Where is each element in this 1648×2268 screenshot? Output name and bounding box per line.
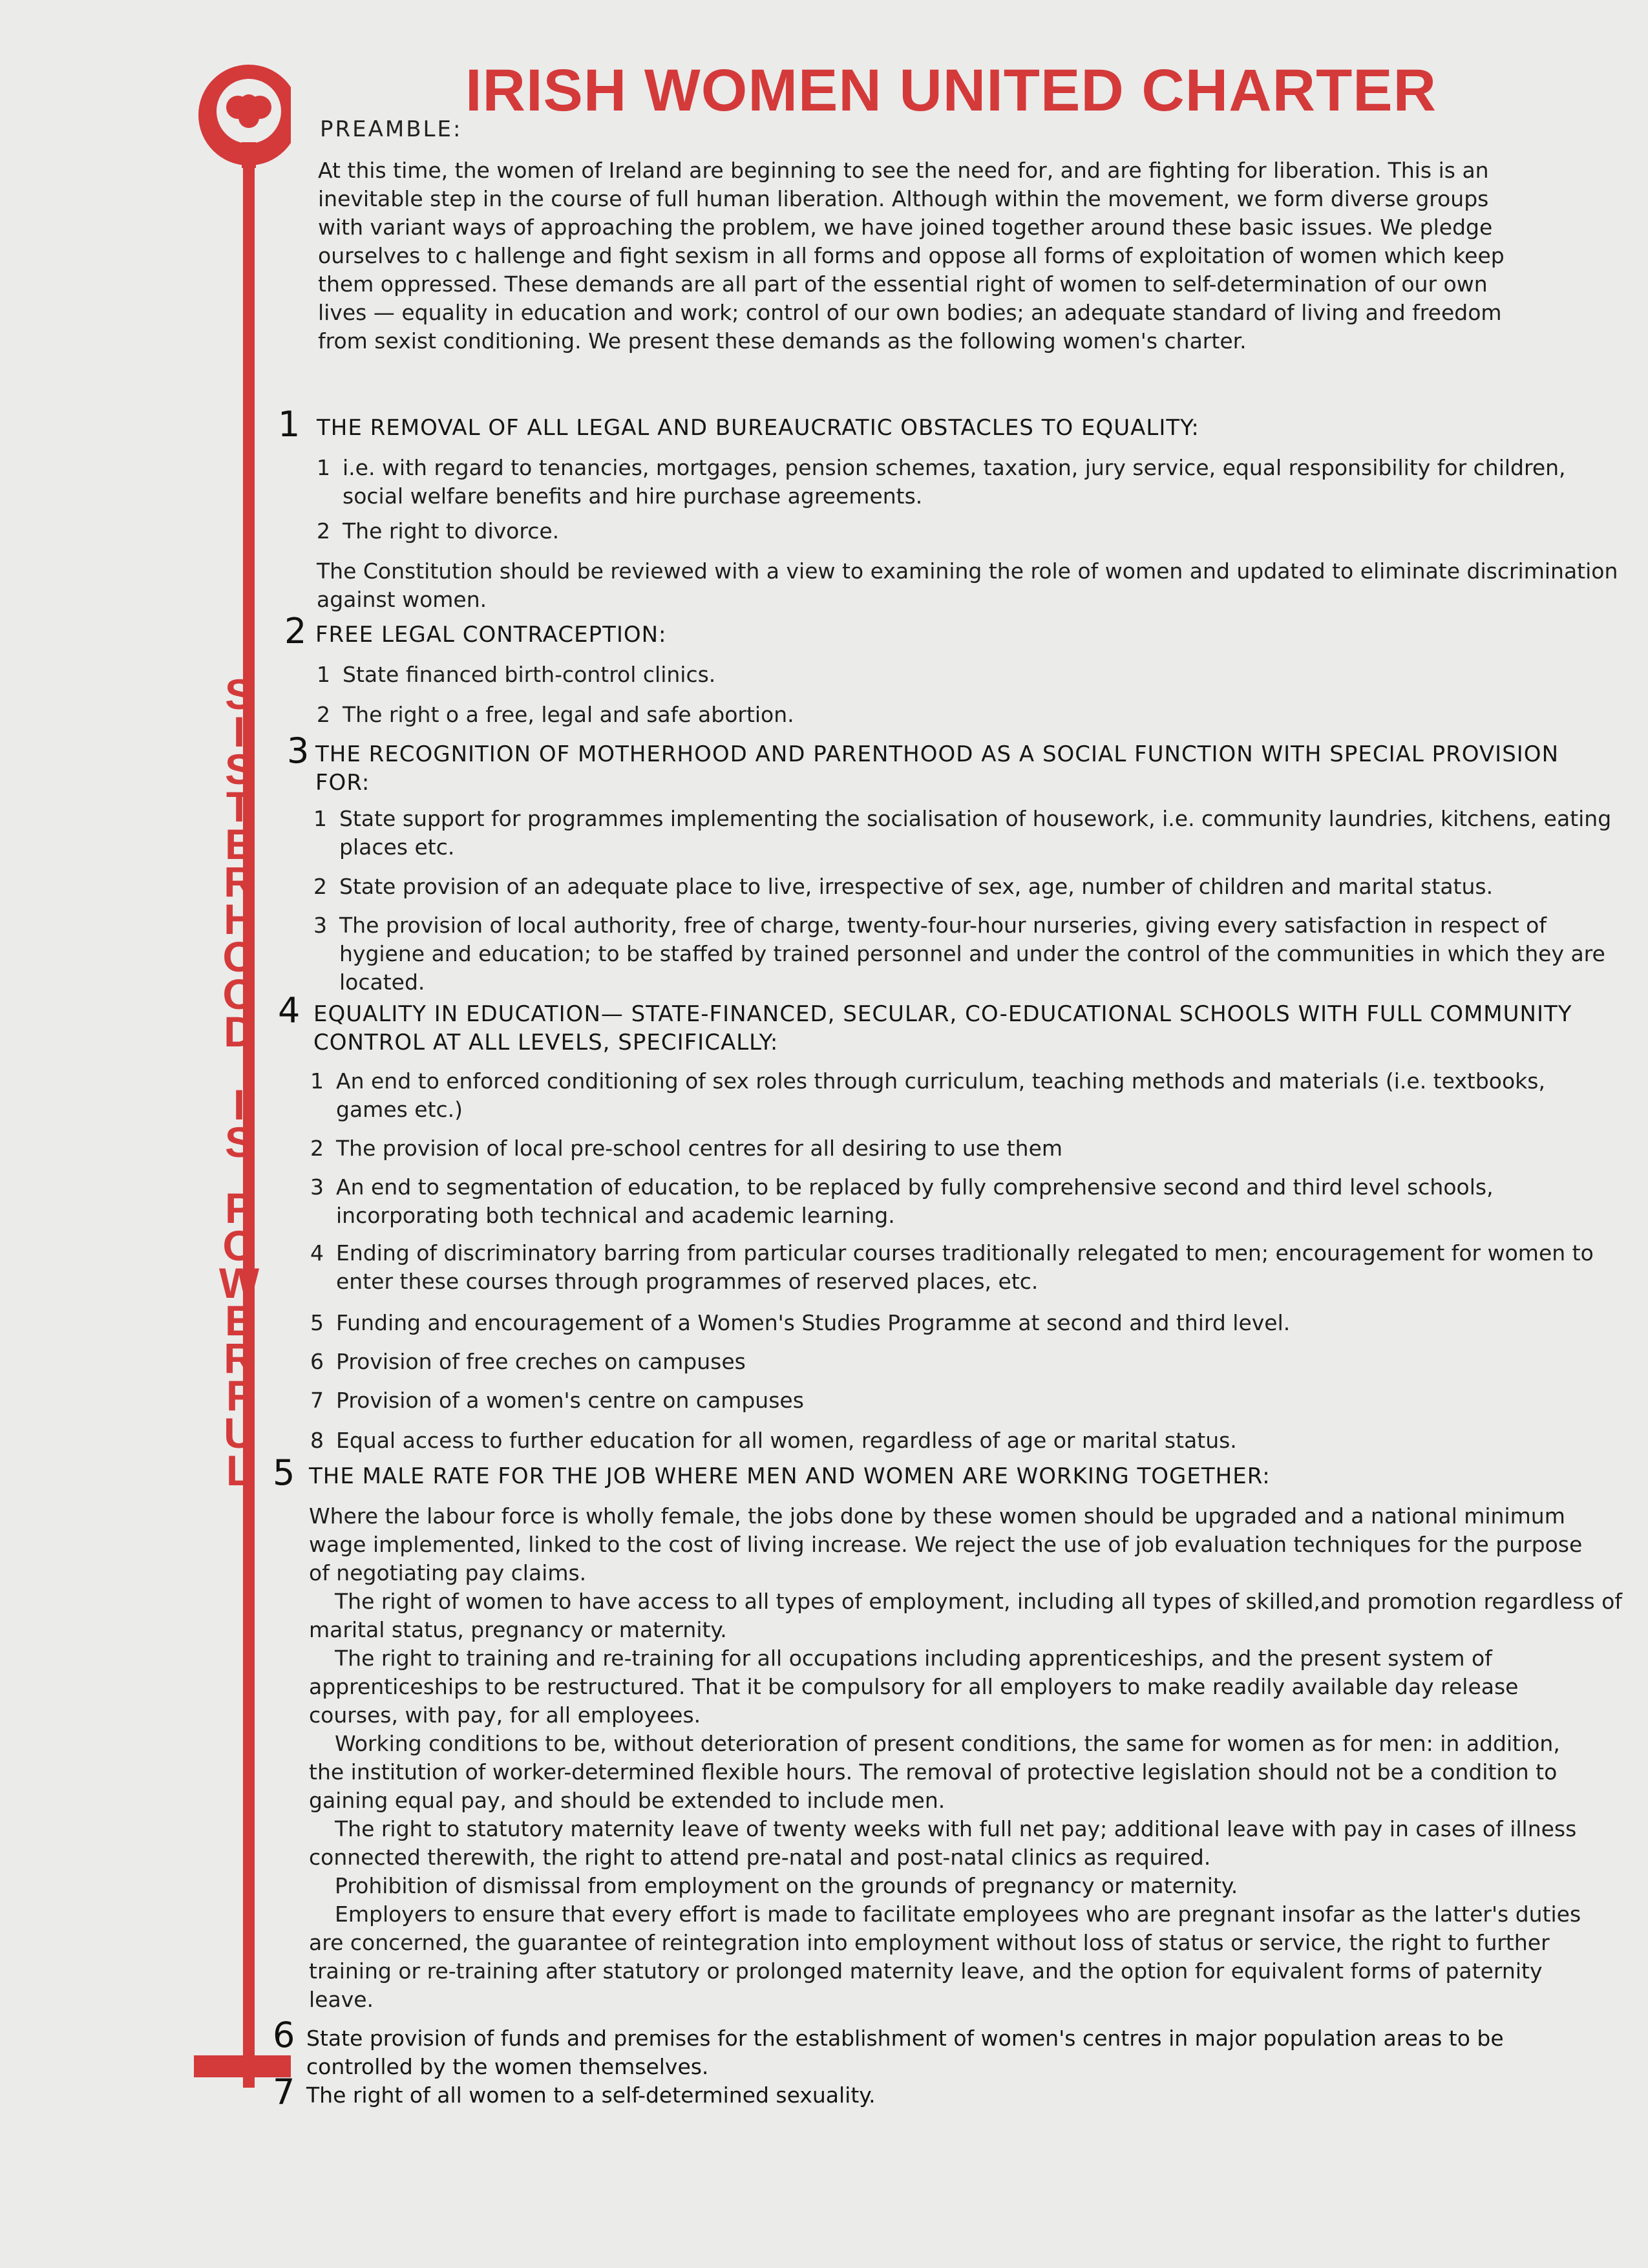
section-number: 5 — [273, 1452, 295, 1493]
section-paragraph: The right to training and re-training for all occupations including apprenticeships, and the present system of apprenticeships to be restructured. That it be compulsory for all employers to make readily available day release courses, with pay, for all employees. — [309, 1646, 1519, 1728]
section-number: 6 — [273, 2015, 295, 2055]
section-number: 7 — [273, 2072, 295, 2112]
item-text: The right to divorce. — [343, 518, 560, 544]
slogan-letter: W — [218, 1259, 260, 1307]
slogan-word-is — [207, 1081, 271, 1166]
item-text: An end to enforced conditioning of sex roles through curriculum, teaching methods and materials (i.e. textbooks, games etc.) — [336, 1068, 1545, 1122]
slogan-letter: R — [224, 1334, 255, 1382]
item-number: 1 — [313, 806, 327, 831]
item-text: Equal access to further education for all women, regardless of age or marital status. — [336, 1428, 1237, 1453]
item-number: 7 — [310, 1388, 324, 1413]
item-number: 1 — [310, 1068, 324, 1094]
section-paragraph: Working conditions to be, without deterioration of present conditions, the same for women as for men: in addition, the institution of worker-determined flexible hours. The removal of protective legislation should not be a condition to gaining equal pay, and should be extended to include men. — [309, 1731, 1560, 1813]
section-paragraph: Prohibition of dismissal from employment on the grounds of pregnancy or maternity. — [335, 1873, 1238, 1898]
section-heading: THE RECOGNITION OF MOTHERHOOD AND PARENTHOOD AS A SOCIAL FUNCTION WITH SPECIAL PROVISION FOR: — [315, 741, 1559, 796]
item-text: Provision of free creches on campuses — [336, 1349, 746, 1374]
section-heading: State provision of funds and premises for the establishment of women's centres in major population areas to be controlled by the women themselves. — [306, 2026, 1504, 2079]
section-paragraph: The right of women to have access to all types of employment, including all types of skilled,and promotion regardless of marital status, pregnancy or maternity. — [309, 1589, 1622, 1642]
slogan-letter: P — [224, 1184, 254, 1232]
flower-emblem-icon — [198, 65, 291, 168]
item-text: The right o a free, legal and safe abortion. — [343, 702, 794, 727]
slogan-letter: I — [233, 708, 246, 756]
item-text: Provision of a women's centre on campuses — [336, 1388, 804, 1413]
item-number: 3 — [310, 1174, 324, 1200]
slogan-letter: O — [222, 1222, 256, 1269]
item-number: 5 — [310, 1310, 324, 1335]
item-number: 2 — [313, 874, 327, 899]
item-number: 1 — [317, 455, 330, 480]
item-text: i.e. with regard to tenancies, mortgages, pension schemes, taxation, jury service, equal responsibility for children, social welfare benefits and hire purchase agreements. — [343, 455, 1566, 509]
slogan-letter: E — [224, 820, 254, 868]
item-text: Ending of discriminatory barring from particular courses traditionally relegated to men; encouragement for women to enter these courses through programmes of reserved places, etc. — [336, 1240, 1594, 1294]
preamble-text: At this time, the women of Ireland are beginning to see the need for, and are fighting for liberation. This is an inevitable step in the course of full human liberation. Although within the movement, we form diverse groups with variant ways of approaching the problem, we have joined together around these basic issues. We pledge ourselves to c hallenge and fight sexism in all forms and oppose all forms of exploitation of women which keep them oppressed. These demands are all part of the essential right of women to self-determination of our own lives — equality in education and work; control of our own bodies; an adequate standard of living and freedom from sexist conditioning. We present these demands as the following women's charter. — [318, 158, 1505, 354]
section-heading: FREE LEGAL CONTRACEPTION: — [315, 622, 667, 648]
item-text: The provision of local pre-school centres for all desiring to use them — [336, 1136, 1063, 1161]
section-number: 1 — [278, 404, 301, 445]
slogan-letter: F — [226, 1372, 253, 1419]
section-heading: EQUALITY IN EDUCATION— STATE-FINANCED, SECULAR, CO-EDUCATIONAL SCHOOLS WITH FULL COMMUNITY CONTROL AT ALL LEVELS, SPECIFICALLY: — [313, 1001, 1572, 1055]
section-number: 4 — [278, 990, 301, 1031]
slogan-letter: S — [224, 1118, 254, 1166]
slogan-letter: T — [226, 783, 253, 831]
slogan-letter: R — [224, 858, 255, 906]
item-text: State support for programmes implementing the socialisation of housework, i.e. community laundries, kitchens, eating places etc. — [339, 806, 1612, 860]
item-text: Funding and encouragement of a Women's Studies Programme at second and third level. — [336, 1310, 1291, 1335]
item-text: State financed birth-control clinics. — [343, 662, 716, 687]
slogan-word-sisterhood — [207, 670, 271, 1055]
section-heading: THE REMOVAL OF ALL LEGAL AND BUREAUCRATIC OBSTACLES TO EQUALITY: — [317, 415, 1199, 441]
item-text: State provision of an adequate place to live, irrespective of sex, age, number of children and marital status. — [339, 874, 1494, 899]
section-paragraph: Employers to ensure that every effort is made to facilitate employees who are pregnant insofar as the latter's duties are concerned, the guarantee of reintegration into employment without loss of status or service, the right to further training or re-training after statutory or prolonged maternity leave, and the option for equivalent forms of paternity leave. — [309, 1902, 1581, 2012]
slogan-letter: L — [226, 1447, 253, 1494]
page-title: IRISH WOMEN UNITED CHARTER — [465, 58, 1437, 123]
section-number: 2 — [284, 611, 307, 652]
slogan-letter: U — [224, 1409, 255, 1457]
item-number: 2 — [310, 1136, 324, 1161]
section-paragraph: Where the labour force is wholly female, the jobs done by these women should be upgraded and a national minimum wage implemented, linked to the cost of living increase. We reject the use of job evaluation techniques for the purpose of negotiating pay claims. — [309, 1503, 1583, 1585]
item-number: 6 — [310, 1349, 324, 1374]
item-number: 2 — [317, 518, 330, 544]
item-number: 1 — [317, 662, 330, 687]
section-note: The Constitution should be reviewed with a view to examining the role of women and updated to eliminate discrimination against women. — [317, 558, 1618, 612]
slogan-letter: O — [222, 933, 256, 980]
slogan-letter: H — [224, 895, 255, 943]
item-text: An end to segmentation of education, to be replaced by fully comprehensive second and third level schools, incorporating both technical and academic learning. — [336, 1174, 1494, 1228]
slogan-letter: O — [222, 970, 256, 1018]
slogan-letter: S — [224, 670, 254, 718]
section-heading: The right of all women to a self-determined sexuality. — [306, 2083, 876, 2108]
slogan-word-powerful — [207, 1184, 271, 1494]
slogan-letter: E — [224, 1297, 254, 1344]
slogan-letter: I — [233, 1081, 246, 1129]
section-number: 3 — [287, 730, 310, 771]
item-number: 8 — [310, 1428, 324, 1453]
section-heading: THE MALE RATE FOR THE JOB WHERE MEN AND WOMEN ARE WORKING TOGETHER: — [309, 1463, 1271, 1489]
preamble-label: PREAMBLE: — [320, 116, 463, 142]
slogan-letter: S — [224, 745, 254, 793]
section-paragraph: The right to statutory maternity leave of twenty weeks with full net pay; additional leave with pay in cases of illness connected therewith, the right to attend pre-natal and post-natal clinics as required. — [309, 1816, 1577, 1870]
item-number: 2 — [317, 702, 330, 727]
item-text: The provision of local authority, free of charge, twenty-four-hour nurseries, giving every satisfaction in respect of hygiene and education; to be staffed by trained personnel and under the control of the communities in which they are located. — [339, 913, 1605, 995]
item-number: 4 — [310, 1240, 324, 1266]
slogan-letter: D — [224, 1008, 255, 1055]
item-number: 3 — [313, 913, 327, 938]
